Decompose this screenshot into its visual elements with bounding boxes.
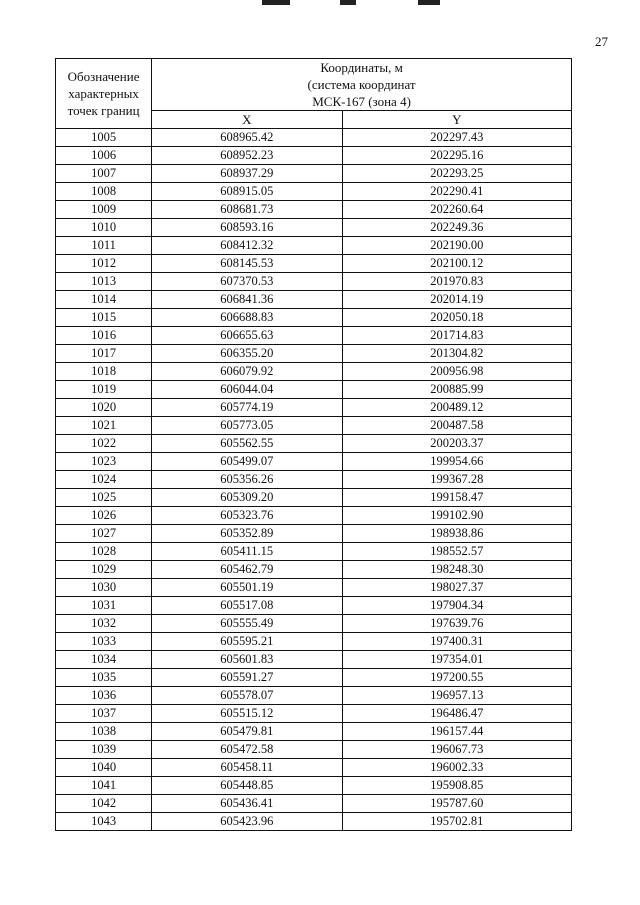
cell-x: 605458.11 — [152, 759, 342, 777]
cell-x: 606079.92 — [152, 363, 342, 381]
table-row — [56, 435, 572, 453]
table-row — [56, 291, 572, 309]
table-row — [56, 795, 572, 813]
cell-x: 605356.26 — [152, 471, 342, 489]
header-point-label: Обозначение характерных точек границ — [56, 59, 152, 129]
table-row — [56, 597, 572, 615]
cell-y: 197639.76 — [342, 615, 571, 633]
cell-x: 606655.63 — [152, 327, 342, 345]
cell-x: 605555.49 — [152, 615, 342, 633]
table-row — [56, 723, 572, 741]
cell-x: 606355.20 — [152, 345, 342, 363]
table-row — [56, 543, 572, 561]
cell-y: 202249.36 — [342, 219, 571, 237]
cell-point-id: 1010 — [56, 219, 152, 237]
cell-y: 200489.12 — [342, 399, 571, 417]
header-coordinates — [152, 59, 572, 111]
cell-point-id: 1006 — [56, 147, 152, 165]
cell-y: 202290.41 — [342, 183, 571, 201]
table-row — [56, 525, 572, 543]
cell-x: 608145.53 — [152, 255, 342, 273]
cell-x: 605773.05 — [152, 417, 342, 435]
cell-point-id: 1019 — [56, 381, 152, 399]
cell-y: 202014.19 — [342, 291, 571, 309]
cell-y: 201714.83 — [342, 327, 571, 345]
cell-x: 605774.19 — [152, 399, 342, 417]
cell-y: 196486.47 — [342, 705, 571, 723]
cell-y: 196002.33 — [342, 759, 571, 777]
cell-x: 605517.08 — [152, 597, 342, 615]
cell-point-id: 1027 — [56, 525, 152, 543]
table-row — [56, 255, 572, 273]
cell-x: 605462.79 — [152, 561, 342, 579]
cell-x: 605309.20 — [152, 489, 342, 507]
cell-y: 196067.73 — [342, 741, 571, 759]
table-row — [56, 471, 572, 489]
cell-point-id: 1039 — [56, 741, 152, 759]
cell-x: 608412.32 — [152, 237, 342, 255]
cell-y: 197400.31 — [342, 633, 571, 651]
cell-y: 195787.60 — [342, 795, 571, 813]
cell-y: 202295.16 — [342, 147, 571, 165]
cell-y: 200203.37 — [342, 435, 571, 453]
table-row — [56, 165, 572, 183]
table-row — [56, 507, 572, 525]
table-row — [56, 327, 572, 345]
table-row — [56, 363, 572, 381]
table-row — [56, 759, 572, 777]
cell-point-id: 1018 — [56, 363, 152, 381]
cell-point-id: 1033 — [56, 633, 152, 651]
cell-point-id: 1008 — [56, 183, 152, 201]
table-row — [56, 687, 572, 705]
table-row — [56, 705, 572, 723]
header-coordinates-line-3: МСК-167 (зона 4) — [312, 94, 411, 109]
cell-point-id: 1028 — [56, 543, 152, 561]
cell-x: 608965.42 — [152, 129, 342, 147]
cell-point-id: 1043 — [56, 813, 152, 831]
cell-y: 195702.81 — [342, 813, 571, 831]
table-row — [56, 183, 572, 201]
cell-point-id: 1014 — [56, 291, 152, 309]
table-row — [56, 273, 572, 291]
cell-y: 197904.34 — [342, 597, 571, 615]
cell-x: 607370.53 — [152, 273, 342, 291]
table-row — [56, 741, 572, 759]
cell-point-id: 1032 — [56, 615, 152, 633]
cell-point-id: 1009 — [56, 201, 152, 219]
table-row — [56, 777, 572, 795]
table-row — [56, 309, 572, 327]
cell-y: 202260.64 — [342, 201, 571, 219]
header-coordinates-line-2: (система координат — [307, 77, 416, 92]
cell-y: 198248.30 — [342, 561, 571, 579]
header-y: Y — [342, 111, 571, 129]
cell-point-id: 1016 — [56, 327, 152, 345]
scan-artifact-left — [262, 0, 290, 5]
cell-y: 199158.47 — [342, 489, 571, 507]
cell-x: 605352.89 — [152, 525, 342, 543]
table-row — [56, 381, 572, 399]
cell-y: 198552.57 — [342, 543, 571, 561]
cell-point-id: 1007 — [56, 165, 152, 183]
cell-point-id: 1011 — [56, 237, 152, 255]
cell-point-id: 1042 — [56, 795, 152, 813]
cell-y: 196957.13 — [342, 687, 571, 705]
cell-x: 605436.41 — [152, 795, 342, 813]
cell-y: 195908.85 — [342, 777, 571, 795]
cell-point-id: 1040 — [56, 759, 152, 777]
cell-point-id: 1029 — [56, 561, 152, 579]
table-row — [56, 417, 572, 435]
cell-y: 200885.99 — [342, 381, 571, 399]
table-row — [56, 579, 572, 597]
table-body — [56, 129, 572, 831]
cell-x: 608937.29 — [152, 165, 342, 183]
cell-x: 605499.07 — [152, 453, 342, 471]
cell-y: 202297.43 — [342, 129, 571, 147]
cell-x: 608952.23 — [152, 147, 342, 165]
cell-point-id: 1034 — [56, 651, 152, 669]
scan-artifact-middle — [340, 0, 356, 5]
cell-y: 199367.28 — [342, 471, 571, 489]
cell-x: 605515.12 — [152, 705, 342, 723]
cell-x: 605423.96 — [152, 813, 342, 831]
cell-x: 605562.55 — [152, 435, 342, 453]
table-row — [56, 345, 572, 363]
cell-x: 606688.83 — [152, 309, 342, 327]
cell-x: 605601.83 — [152, 651, 342, 669]
cell-point-id: 1005 — [56, 129, 152, 147]
cell-x: 605595.21 — [152, 633, 342, 651]
cell-y: 202050.18 — [342, 309, 571, 327]
cell-y: 199102.90 — [342, 507, 571, 525]
table-row — [56, 669, 572, 687]
page-number: 27 — [595, 34, 608, 49]
table-row — [56, 237, 572, 255]
cell-point-id: 1012 — [56, 255, 152, 273]
cell-y: 199954.66 — [342, 453, 571, 471]
cell-y: 196157.44 — [342, 723, 571, 741]
header-x: X — [152, 111, 342, 129]
cell-y: 197354.01 — [342, 651, 571, 669]
table-row — [56, 453, 572, 471]
header-coordinates-line-1: Координаты, м — [320, 60, 403, 75]
cell-x: 606044.04 — [152, 381, 342, 399]
cell-x: 605472.58 — [152, 741, 342, 759]
cell-point-id: 1022 — [56, 435, 152, 453]
cell-y: 200956.98 — [342, 363, 571, 381]
cell-x: 608915.05 — [152, 183, 342, 201]
cell-point-id: 1036 — [56, 687, 152, 705]
cell-point-id: 1023 — [56, 453, 152, 471]
cell-y: 201304.82 — [342, 345, 571, 363]
cell-point-id: 1035 — [56, 669, 152, 687]
table-row — [56, 561, 572, 579]
scan-artifact-right — [418, 0, 440, 5]
cell-point-id: 1031 — [56, 597, 152, 615]
cell-y: 202293.25 — [342, 165, 571, 183]
cell-point-id: 1026 — [56, 507, 152, 525]
coordinates-table — [55, 58, 572, 831]
cell-point-id: 1020 — [56, 399, 152, 417]
cell-y: 202100.12 — [342, 255, 571, 273]
table-row — [56, 489, 572, 507]
cell-point-id: 1021 — [56, 417, 152, 435]
cell-x: 605578.07 — [152, 687, 342, 705]
cell-y: 202190.00 — [342, 237, 571, 255]
cell-point-id: 1017 — [56, 345, 152, 363]
cell-point-id: 1025 — [56, 489, 152, 507]
cell-x: 605411.15 — [152, 543, 342, 561]
table-row — [56, 129, 572, 147]
cell-y: 198027.37 — [342, 579, 571, 597]
cell-x: 606841.36 — [152, 291, 342, 309]
cell-y: 197200.55 — [342, 669, 571, 687]
cell-point-id: 1038 — [56, 723, 152, 741]
cell-point-id: 1030 — [56, 579, 152, 597]
cell-point-id: 1037 — [56, 705, 152, 723]
cell-x: 605323.76 — [152, 507, 342, 525]
cell-x: 608681.73 — [152, 201, 342, 219]
cell-y: 200487.58 — [342, 417, 571, 435]
table-row — [56, 633, 572, 651]
table-row — [56, 651, 572, 669]
cell-y: 198938.86 — [342, 525, 571, 543]
cell-x: 605479.81 — [152, 723, 342, 741]
cell-x: 605448.85 — [152, 777, 342, 795]
cell-point-id: 1013 — [56, 273, 152, 291]
table-row — [56, 147, 572, 165]
cell-point-id: 1041 — [56, 777, 152, 795]
cell-x: 605591.27 — [152, 669, 342, 687]
cell-x: 605501.19 — [152, 579, 342, 597]
cell-point-id: 1024 — [56, 471, 152, 489]
table-row — [56, 399, 572, 417]
cell-x: 608593.16 — [152, 219, 342, 237]
table-row — [56, 219, 572, 237]
cell-point-id: 1015 — [56, 309, 152, 327]
table-row — [56, 201, 572, 219]
table-row — [56, 813, 572, 831]
table-row — [56, 615, 572, 633]
cell-y: 201970.83 — [342, 273, 571, 291]
